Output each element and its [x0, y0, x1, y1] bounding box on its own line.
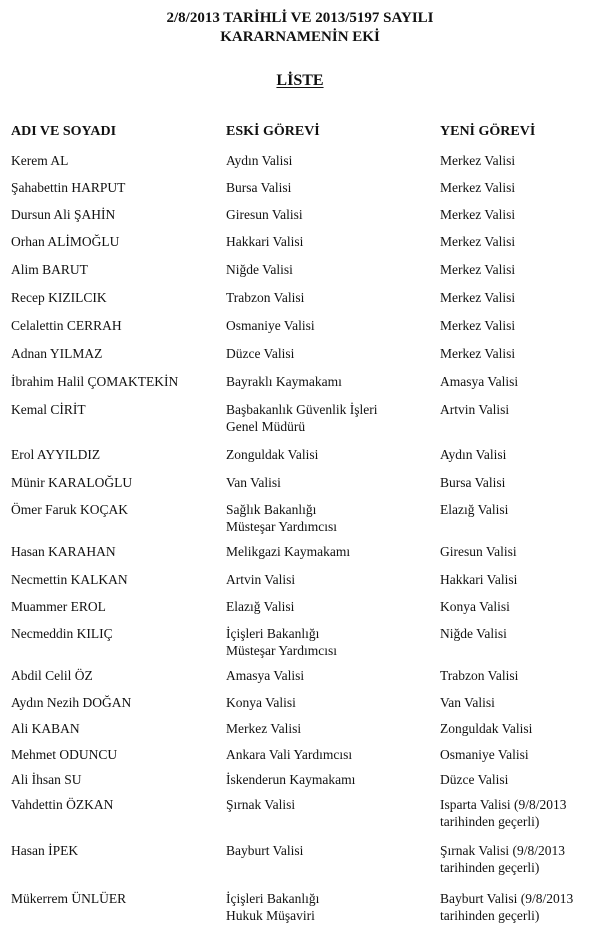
person-name: Muammer EROL: [11, 599, 106, 614]
new-post: [440, 890, 573, 924]
new-post: [440, 261, 515, 278]
old-post-line: Merkez Valisi: [226, 721, 302, 736]
person-name: Aydın Nezih DOĞAN: [11, 695, 132, 710]
old-post-line: Van Valisi: [226, 475, 281, 490]
person-name: Şahabettin HARPUT: [11, 180, 126, 195]
person-name: Orhan ALİMOĞLU: [11, 234, 120, 249]
new-post: [440, 501, 508, 518]
old-post-line: Giresun Valisi: [226, 207, 303, 222]
new-post: [440, 842, 565, 876]
new-post: [440, 206, 515, 223]
table-row: [0, 625, 600, 661]
new-post-line: Merkez Valisi: [440, 207, 516, 222]
old-post-line: İçişleri Bakanlığı: [226, 891, 320, 906]
old-post-line: Amasya Valisi: [226, 668, 305, 683]
new-post-line: Giresun Valisi: [440, 544, 517, 559]
new-post-line: Merkez Valisi: [440, 262, 516, 277]
old-post-line: Artvin Valisi: [226, 572, 296, 587]
person-name: İbrahim Halil ÇOMAKTEKİN: [11, 374, 179, 389]
new-post-line: Niğde Valisi: [440, 626, 507, 641]
old-post-line: Osmaniye Valisi: [226, 318, 315, 333]
new-post: [440, 401, 509, 418]
old-post: [226, 598, 294, 615]
new-post: [440, 720, 532, 737]
person-name: Celalettin CERRAH: [11, 318, 122, 333]
old-post: [226, 796, 295, 813]
person-name: Necmettin KALKAN: [11, 572, 128, 587]
new-post: [440, 373, 518, 390]
old-post-line: Elazığ Valisi: [226, 599, 295, 614]
old-post-line: İçişleri Bakanlığı: [226, 626, 320, 641]
new-post: [440, 771, 508, 788]
table-row: [0, 501, 600, 537]
old-post-line: Melikgazi Kaymakamı: [226, 544, 351, 559]
person-name: Münir KARALOĞLU: [11, 475, 133, 490]
column-header-new-post: YENİ GÖREVİ: [440, 124, 536, 139]
new-post-line: Van Valisi: [440, 695, 495, 710]
decree-title-line-2: KARARNAMENİN EKİ: [220, 29, 380, 45]
old-post: [226, 261, 293, 278]
old-post-line: Başbakanlık Güvenlik İşleri: [226, 402, 378, 417]
person-name: Hasan İPEK: [11, 843, 79, 858]
person-name: Mehmet ODUNCU: [11, 747, 118, 762]
column-header-name: ADI VE SOYADI: [11, 124, 117, 139]
new-post-line: Amasya Valisi: [440, 374, 519, 389]
table-row: [0, 401, 600, 437]
old-post: [226, 373, 342, 390]
person-name: Hasan KARAHAN: [11, 544, 116, 559]
new-post-line: Trabzon Valisi: [440, 668, 519, 683]
new-post: [440, 598, 510, 615]
old-post-line: Müsteşar Yardımcısı: [226, 643, 337, 658]
new-post: [440, 746, 529, 763]
person-name: Necmeddin KILIÇ: [11, 626, 113, 641]
old-post-line: İskenderun Kaymakamı: [226, 772, 356, 787]
new-post: [440, 152, 515, 169]
old-post-line: Konya Valisi: [226, 695, 296, 710]
table-row: [0, 842, 600, 878]
old-post: [226, 179, 291, 196]
new-post: [440, 571, 517, 588]
new-post: [440, 345, 515, 362]
old-post-line: Aydın Valisi: [226, 153, 293, 168]
new-post: [440, 694, 495, 711]
decree-title-line-1: 2/8/2013 TARİHLİ VE 2013/5197 SAYILI: [166, 10, 434, 26]
new-post-line: Düzce Valisi: [440, 772, 509, 787]
old-post: [226, 625, 337, 659]
new-post: [440, 796, 566, 830]
new-post-line: tarihinden geçerli): [440, 908, 540, 923]
person-name: Recep KIZILCIK: [11, 290, 107, 305]
new-post: [440, 317, 515, 334]
new-post-line: Artvin Valisi: [440, 402, 510, 417]
person-name: Erol AYYILDIZ: [11, 447, 101, 462]
new-post-line: Osmaniye Valisi: [440, 747, 529, 762]
new-post: [440, 667, 518, 684]
old-post: [226, 289, 304, 306]
new-post: [440, 446, 506, 463]
new-post-line: Bayburt Valisi (9/8/2013: [440, 891, 574, 906]
old-post: [226, 152, 292, 169]
old-post: [226, 890, 319, 924]
old-post: [226, 401, 377, 435]
old-post-line: Bursa Valisi: [226, 180, 292, 195]
person-name: Ali KABAN: [11, 721, 80, 736]
old-post: [226, 345, 294, 362]
old-post: [226, 317, 315, 334]
old-post-line: Bayburt Valisi: [226, 843, 304, 858]
person-name: Kemal CİRİT: [11, 402, 86, 417]
person-name: Ali İhsan SU: [11, 772, 82, 787]
column-header-old-post: ESKİ GÖREVİ: [226, 124, 320, 139]
new-post-line: Merkez Valisi: [440, 234, 516, 249]
new-post-line: Konya Valisi: [440, 599, 510, 614]
old-post: [226, 474, 281, 491]
old-post-line: Genel Müdürü: [226, 419, 306, 434]
new-post-line: Şırnak Valisi (9/8/2013: [440, 843, 566, 858]
new-post-line: Zonguldak Valisi: [440, 721, 533, 736]
new-post: [440, 543, 517, 560]
old-post-line: Zonguldak Valisi: [226, 447, 319, 462]
new-post-line: Merkez Valisi: [440, 290, 516, 305]
old-post: [226, 694, 296, 711]
new-post-line: Merkez Valisi: [440, 180, 516, 195]
old-post: [226, 233, 303, 250]
new-post-line: Isparta Valisi (9/8/2013: [440, 797, 567, 812]
new-post: [440, 179, 515, 196]
new-post: [440, 233, 515, 250]
old-post: [226, 446, 318, 463]
old-post: [226, 667, 304, 684]
old-post-line: Düzce Valisi: [226, 346, 295, 361]
new-post: [440, 289, 515, 306]
person-name: Kerem AL: [11, 153, 69, 168]
person-name: Mükerrem ÜNLÜER: [11, 891, 127, 906]
old-post: [226, 771, 355, 788]
old-post: [226, 842, 303, 859]
old-post-line: Bayraklı Kaymakamı: [226, 374, 342, 389]
list-title-text: LİSTE: [276, 72, 324, 89]
new-post-line: Merkez Valisi: [440, 346, 516, 361]
table-row: [0, 796, 600, 832]
new-post-line: Merkez Valisi: [440, 153, 516, 168]
old-post: [226, 746, 352, 763]
person-name: Vahdettin ÖZKAN: [11, 797, 114, 812]
new-post-line: Bursa Valisi: [440, 475, 506, 490]
new-post-line: Aydın Valisi: [440, 447, 507, 462]
old-post: [226, 501, 337, 535]
old-post: [226, 543, 350, 560]
old-post: [226, 720, 301, 737]
new-post: [440, 474, 505, 491]
old-post-line: Şırnak Valisi: [226, 797, 296, 812]
old-post-line: Ankara Vali Yardımcısı: [226, 747, 353, 762]
old-post-line: Trabzon Valisi: [226, 290, 305, 305]
table-row: [0, 890, 600, 926]
new-post-line: tarihinden geçerli): [440, 814, 540, 829]
old-post-line: Hakkari Valisi: [226, 234, 304, 249]
new-post: [440, 625, 507, 642]
old-post-line: Hukuk Müşaviri: [226, 908, 315, 923]
new-post-line: Elazığ Valisi: [440, 502, 509, 517]
new-post-line: tarihinden geçerli): [440, 860, 540, 875]
person-name: Dursun Ali ŞAHİN: [11, 207, 116, 222]
person-name: Ömer Faruk KOÇAK: [11, 502, 128, 517]
old-post: [226, 206, 303, 223]
new-post-line: Merkez Valisi: [440, 318, 516, 333]
person-name: Alim BARUT: [11, 262, 88, 277]
old-post-line: Sağlık Bakanlığı: [226, 502, 317, 517]
person-name: Adnan YILMAZ: [11, 346, 103, 361]
old-post-line: Niğde Valisi: [226, 262, 293, 277]
old-post: [226, 571, 295, 588]
old-post-line: Müsteşar Yardımcısı: [226, 519, 337, 534]
new-post-line: Hakkari Valisi: [440, 572, 518, 587]
person-name: Abdil Celil ÖZ: [11, 668, 93, 683]
